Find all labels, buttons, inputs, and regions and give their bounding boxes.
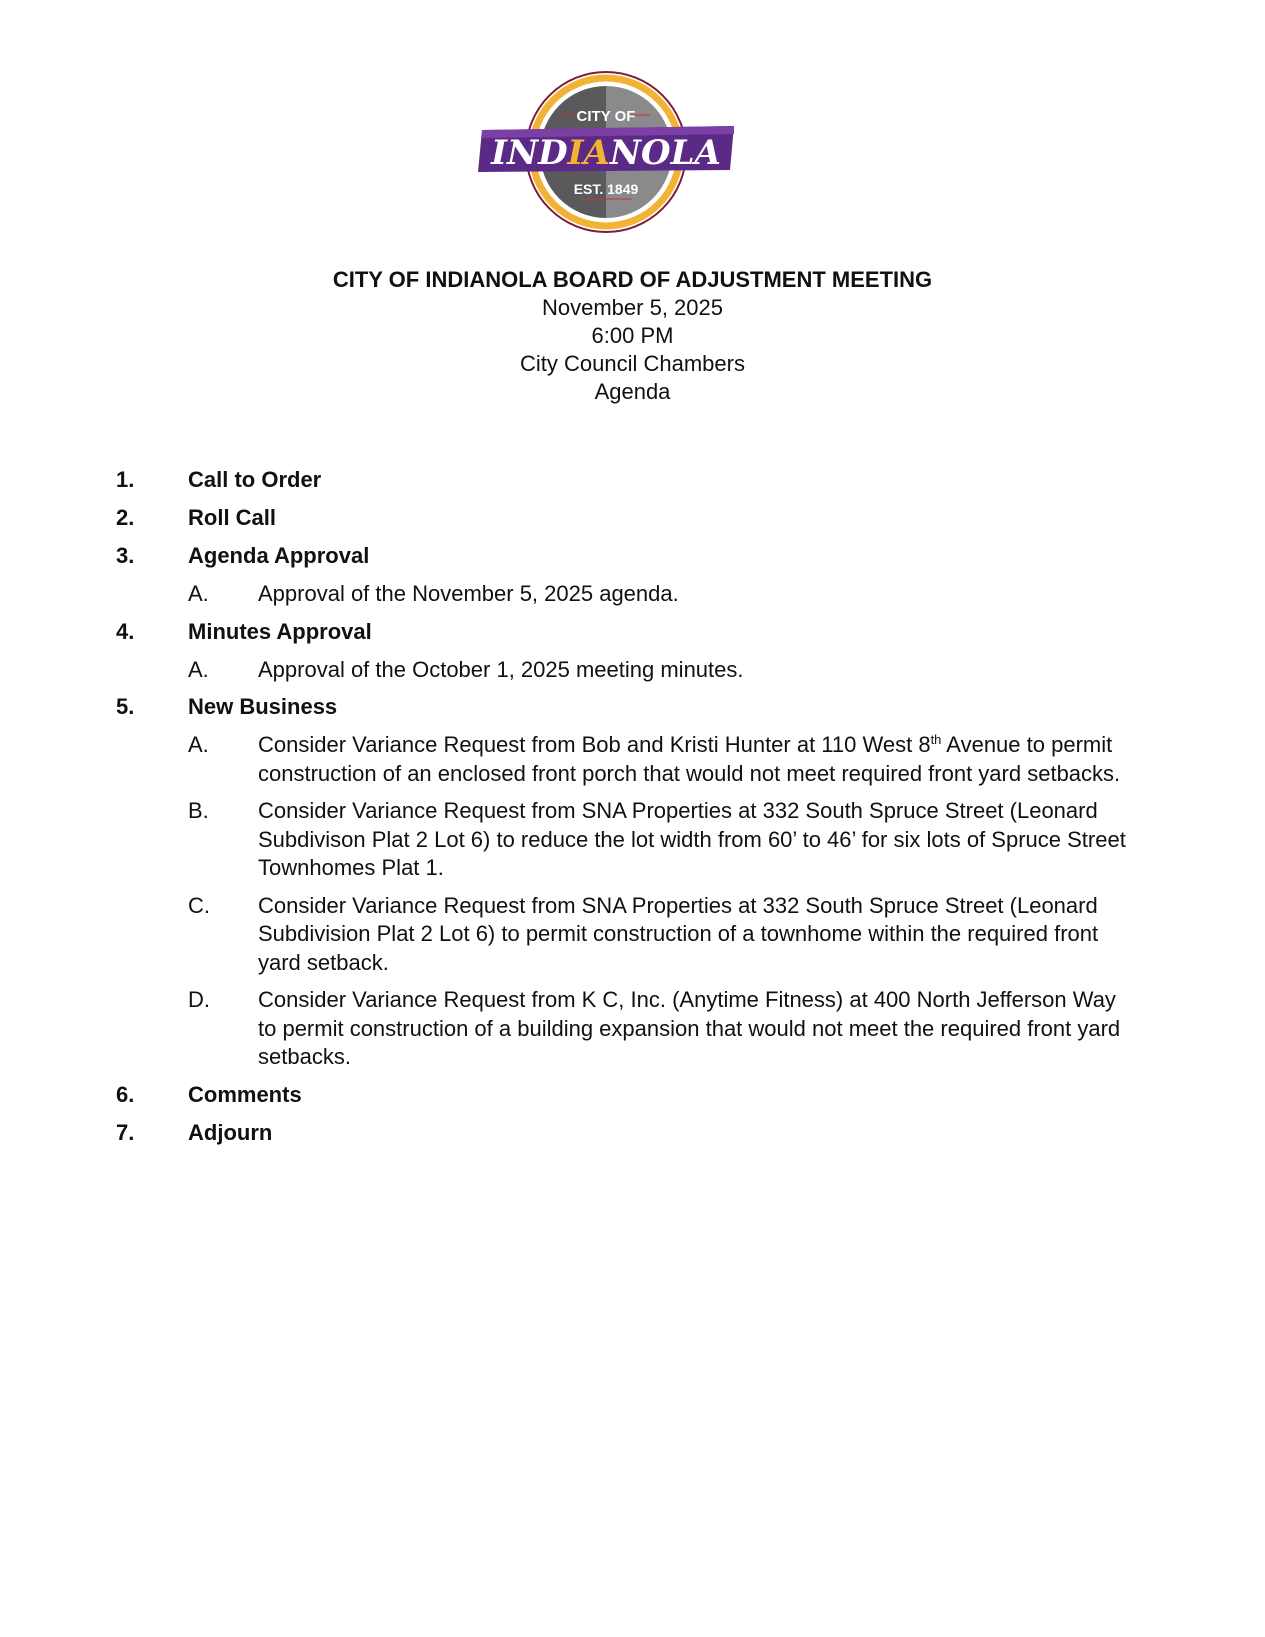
subitem-agenda-approval-a [188, 580, 1156, 609]
subitem-new-business-d [188, 986, 1156, 1072]
meeting-location: City Council Chambers [520, 351, 745, 376]
item-number: 1. [116, 467, 135, 492]
subitem-text: Consider Variance Request from SNA Properties at 332 South Spruce Street (Leonard Subdivison Plat 2 Lot 6) to reduce the lot width from 60’ to 46’ for six lots of Spruce Street Townhomes Plat 1. [258, 798, 1126, 880]
subitem-text: Consider Variance Request from K C, Inc. (Anytime Fitness) at 400 North Jefferson Way to permit construction of a building expansion that would not meet the required front yard setbacks. [258, 987, 1121, 1069]
subitem-new-business-b [188, 797, 1156, 883]
item-number: 5. [116, 694, 135, 719]
subitem-new-business-a [188, 731, 1156, 788]
subitem-letter: A. [188, 581, 209, 606]
item-number: 6. [116, 1081, 135, 1107]
item-label: New Business [188, 694, 338, 719]
agenda-item-call-to-order [116, 466, 1156, 504]
subitem-letter: A. [188, 732, 209, 757]
subitem-letter: C. [188, 892, 210, 918]
subitem-new-business-c [188, 892, 1156, 978]
subitem-minutes-approval-a [188, 656, 1156, 685]
svg-text:EST. 1849: EST. 1849 [573, 181, 639, 197]
item-label: Call to Order [188, 467, 322, 492]
subitem-text: Consider Variance Request from SNA Properties at 332 South Spruce Street (Leonard Subdivision Plat 2 Lot 6) to permit construction of a townhome within the required front yard setback. [258, 892, 1099, 975]
subitem-text: Approval of the October 1, 2025 meeting minutes. [258, 656, 744, 682]
meeting-title: CITY OF INDIANOLA BOARD OF ADJUSTMENT MEETING [332, 267, 933, 292]
item-label: Adjourn [188, 1119, 273, 1145]
item-label: Comments [188, 1081, 302, 1107]
agenda-list [116, 466, 1156, 1157]
item-label: Agenda Approval [188, 543, 370, 568]
subitem-text: Approval of the November 5, 2025 agenda. [258, 581, 679, 606]
meeting-header [0, 266, 1265, 406]
agenda-item-roll-call [116, 504, 1156, 542]
agenda-item-agenda-approval [116, 542, 1156, 580]
agenda-item-comments [116, 1081, 1156, 1119]
meeting-time: 6:00 PM [591, 323, 674, 348]
city-logo [478, 68, 740, 236]
item-number: 4. [116, 618, 135, 644]
item-label: Minutes Approval [188, 618, 372, 644]
subitem-text: Consider Variance Request from Bob and Kristi Hunter at 110 West 8th Avenue to permit construction of an enclosed front porch that would not meet required front yard setbacks. [258, 732, 1121, 786]
subitem-letter: B. [188, 798, 209, 823]
item-number: 7. [116, 1119, 135, 1145]
item-label: Roll Call [188, 505, 277, 530]
document-type: Agenda [594, 379, 671, 404]
subitem-letter: D. [188, 987, 210, 1012]
indianola-seal-icon [478, 68, 740, 236]
subitem-letter: A. [188, 656, 209, 682]
svg-text:CITY OF: CITY OF [576, 108, 636, 125]
meeting-date: November 5, 2025 [542, 295, 723, 320]
item-number: 3. [116, 543, 135, 568]
agenda-item-new-business [116, 693, 1156, 731]
item-number: 2. [116, 505, 135, 530]
svg-text:INDIANOLA: INDIANOLA [491, 133, 721, 173]
agenda-item-adjourn [116, 1119, 1156, 1157]
agenda-item-minutes-approval [116, 618, 1156, 656]
